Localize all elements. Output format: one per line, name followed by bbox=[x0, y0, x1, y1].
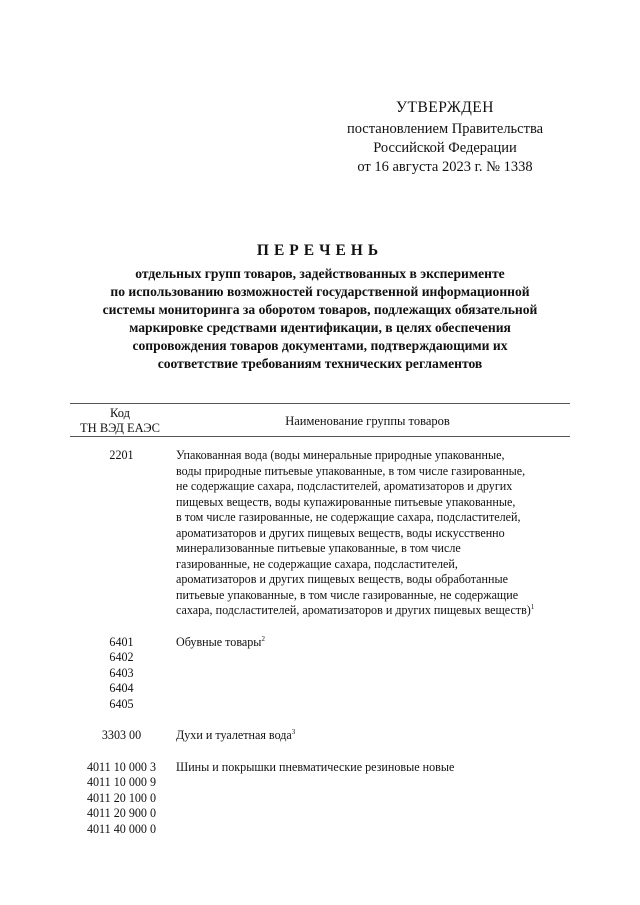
table-row bbox=[70, 448, 570, 619]
tn-ved-code: 6402 bbox=[109, 650, 134, 664]
table-header-name: Наименование группы товаров bbox=[285, 414, 450, 428]
table-body bbox=[70, 448, 570, 853]
name-line bbox=[176, 603, 570, 619]
tn-ved-code: 4011 20 100 0 bbox=[86, 790, 157, 805]
table-top-rule bbox=[70, 403, 570, 404]
name-text: сахара, подсластителей, ароматизаторов и других пищевых веществ) bbox=[176, 603, 531, 617]
name-text: ароматизаторов и других пищевых веществ, воды искусственно bbox=[176, 525, 505, 540]
name-line bbox=[176, 760, 570, 776]
tn-ved-code: 2201 bbox=[109, 448, 134, 462]
row-codes bbox=[70, 635, 173, 713]
subtitle-line: маркировке средствами идентификации, в целях обеспечения bbox=[129, 320, 511, 335]
tn-ved-code: 6404 bbox=[109, 681, 134, 695]
tn-ved-code: 4011 10 000 3 bbox=[86, 759, 157, 774]
name-line bbox=[176, 635, 570, 651]
header-code-line: ТН ВЭД ЕАЭС bbox=[80, 421, 160, 435]
name-line bbox=[176, 510, 570, 526]
name-line bbox=[176, 557, 570, 573]
name-text: не содержащие сахара, подсластителей, ароматизаторов и других bbox=[176, 479, 513, 493]
approval-block bbox=[330, 98, 560, 177]
name-line bbox=[176, 541, 570, 557]
tn-ved-code: 4011 40 000 0 bbox=[86, 821, 157, 836]
row-name bbox=[173, 448, 570, 619]
row-codes bbox=[70, 448, 173, 619]
document-subtitle bbox=[70, 265, 570, 373]
tn-ved-code: 6401 bbox=[109, 634, 134, 649]
approval-heading: УТВЕРЖДЕН bbox=[396, 99, 494, 116]
subtitle-line: по использованию возможностей государственной информационной bbox=[110, 284, 530, 299]
name-text: пищевых веществ, воды купажированные питьевые упакованные, bbox=[176, 494, 516, 509]
name-line bbox=[176, 495, 570, 511]
footnote-mark: 1 bbox=[530, 603, 535, 611]
name-text: газированные, не содержащие сахара, подсластителей, bbox=[176, 556, 458, 571]
table-row bbox=[70, 728, 570, 744]
name-text: Обувные товары bbox=[176, 634, 262, 649]
footnote-mark: 2 bbox=[261, 634, 265, 643]
approval-line: Российской Федерации bbox=[373, 140, 517, 156]
name-line bbox=[176, 464, 570, 480]
name-line bbox=[176, 588, 570, 604]
approval-line: постановлением Правительства bbox=[346, 121, 544, 137]
name-text: ароматизаторов и других пищевых веществ, воды обработанные bbox=[176, 572, 508, 586]
subtitle-line: системы мониторинга за оборотом товаров, подлежащих обязательной bbox=[102, 302, 538, 317]
row-name bbox=[173, 760, 570, 838]
name-text: питьевые упакованные, в том числе газированные, не содержащие bbox=[176, 587, 519, 602]
name-text: воды природные питьевые упакованные, в том числе газированные, bbox=[176, 463, 526, 478]
name-line bbox=[176, 728, 570, 744]
name-line bbox=[176, 526, 570, 542]
footnote-mark: 3 bbox=[291, 728, 296, 736]
table-row bbox=[70, 760, 570, 838]
document-title: ПЕРЕЧЕНЬ bbox=[256, 242, 384, 259]
row-codes bbox=[70, 760, 173, 838]
subtitle-line: отдельных групп товаров, задействованных в эксперименте bbox=[135, 266, 505, 281]
name-text: Духи и туалетная вода bbox=[176, 728, 292, 742]
header-code-line: Код bbox=[110, 406, 130, 420]
subtitle-line: сопровождения товаров документами, подтверждающими их bbox=[132, 338, 508, 353]
name-line bbox=[176, 479, 570, 495]
tn-ved-code: 3303 00 bbox=[101, 728, 142, 742]
tn-ved-code: 6403 bbox=[109, 665, 134, 680]
approval-line: от 16 августа 2023 г. № 1338 bbox=[357, 159, 533, 175]
name-text: минерализованные питьевые упакованные, в том числе bbox=[176, 541, 461, 555]
name-text: в том числе газированные, не содержащие сахара, подсластителей, bbox=[176, 510, 521, 524]
tn-ved-code: 4011 10 000 9 bbox=[86, 775, 157, 789]
table-row bbox=[70, 635, 570, 713]
row-codes bbox=[70, 728, 173, 744]
tn-ved-code: 4011 20 900 0 bbox=[86, 806, 157, 820]
table-header-code bbox=[70, 406, 170, 436]
name-text: Шины и покрышки пневматические резиновые новые bbox=[176, 759, 455, 774]
name-text: Упакованная вода (воды минеральные природные упакованные, bbox=[176, 448, 505, 462]
row-name bbox=[173, 635, 570, 713]
tn-ved-code: 6405 bbox=[109, 696, 134, 711]
name-line bbox=[176, 448, 570, 464]
row-name bbox=[173, 728, 570, 744]
subtitle-line: соответствие требованиям технических регламентов bbox=[157, 356, 483, 371]
name-line bbox=[176, 572, 570, 588]
table-header-rule bbox=[70, 436, 570, 437]
